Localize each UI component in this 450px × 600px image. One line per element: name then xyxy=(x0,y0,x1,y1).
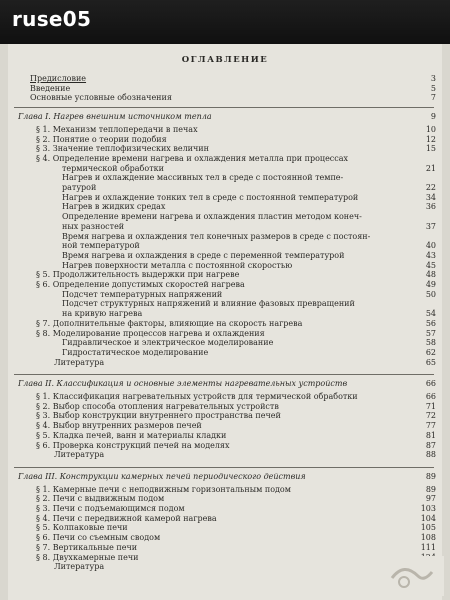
toc-paragraph xyxy=(36,270,406,280)
toc-paragraph xyxy=(36,494,406,504)
toc-title: ОГЛАВЛЕНИЕ xyxy=(181,55,269,65)
toc-page-number: 77 xyxy=(425,421,436,431)
section-divider xyxy=(14,107,434,108)
toc-subentry xyxy=(62,183,406,193)
watermark-logo-icon xyxy=(384,556,444,596)
toc-subentry-text: ной температурой xyxy=(62,241,140,251)
toc-paragraph-text: § 5. Кладка печей, ванн и материалы кладки xyxy=(36,430,227,440)
toc-paragraph-text: § 6. Проверка конструкций печей на моделях xyxy=(36,440,230,450)
toc-subentry xyxy=(62,261,406,271)
toc-subentry-text: Гидравлическое и электрическое моделирование xyxy=(62,338,274,348)
toc-subentry-text: Нагрев поверхности металла с постоянной скоростью xyxy=(62,260,293,270)
toc-subentry xyxy=(62,290,406,300)
toc-subentry-text: ных разностей xyxy=(62,221,125,231)
toc-page-number: 7 xyxy=(430,93,436,103)
toc-subentry xyxy=(62,348,406,358)
toc-page-number: 71 xyxy=(425,401,436,411)
chapter-heading-text: Глава III. Конструкции камерных печей периодического действия xyxy=(18,471,306,481)
toc-subentry xyxy=(62,241,406,251)
toc-front-item-text: Предисловие xyxy=(30,74,87,83)
toc-page-number: 103 xyxy=(420,504,436,513)
chapter-heading-text: Глава I. Нагрев внешним источником тепла xyxy=(18,112,212,122)
toc-subentry-text: Литература xyxy=(54,450,105,460)
toc-paragraph-text: § 1. Камерные печи с неподвижным горизонтальным подом xyxy=(36,484,291,494)
toc-subentry xyxy=(54,450,406,460)
toc-subentry xyxy=(62,251,406,261)
toc-paragraph-text: § 3. Выбор конструкции внутреннего пространства печей xyxy=(36,411,281,421)
toc-subentry-text: Время нагрева и охлаждения в среде с переменной температурой xyxy=(62,250,345,260)
toc-page-number: 36 xyxy=(425,202,436,212)
toc-subentry xyxy=(62,338,406,348)
toc-paragraph-text: § 5. Продолжительность выдержки при нагреве xyxy=(36,270,240,280)
document-page xyxy=(8,44,442,600)
toc-subentry-text: Нагрев и охлаждение массивных тел в среде с постоянной темпе- xyxy=(62,173,344,183)
toc-subentry xyxy=(62,232,406,242)
toc-subentry xyxy=(54,562,406,572)
toc-paragraph xyxy=(36,514,406,524)
chapter-heading xyxy=(18,472,408,482)
chapter-heading-text: Глава II. Классификация и основные элементы нагревательных устройств xyxy=(18,379,348,389)
site-logo[interactable]: ruse05 xyxy=(12,7,92,31)
toc-page-number: 12 xyxy=(425,134,436,144)
toc-page-number: 10 xyxy=(425,124,436,134)
section-divider xyxy=(14,374,434,375)
toc-paragraph xyxy=(36,125,406,135)
toc-page-number: 48 xyxy=(425,270,436,280)
toc-paragraph-text: § 4. Печи с передвижной камерой нагрева xyxy=(36,513,217,523)
toc-paragraph-text: § 6. Определение допустимых скоростей нагрева xyxy=(36,280,245,289)
toc-page-number: 89 xyxy=(425,471,436,481)
toc-page-number: 72 xyxy=(425,411,436,421)
toc-page-number: 87 xyxy=(425,440,436,450)
toc-paragraph-text: § 4. Определение времени нагрева и охлаждения металла при процессах xyxy=(36,153,349,163)
site-header xyxy=(0,0,450,44)
toc-paragraph-text: § 8. Двухкамерные печи xyxy=(36,552,139,562)
toc-page-number: 65 xyxy=(425,357,436,367)
toc-page-number: 9 xyxy=(430,112,436,122)
toc-page-number: 15 xyxy=(425,144,436,154)
toc-page-number: 105 xyxy=(420,523,436,533)
toc-paragraph xyxy=(36,543,406,553)
toc-paragraph-text: § 2. Печи с выдвижным подом xyxy=(36,494,165,504)
toc-front-item xyxy=(30,93,406,103)
toc-paragraph xyxy=(36,135,406,145)
toc-page-number: 3 xyxy=(430,74,436,83)
toc-paragraph xyxy=(36,392,406,402)
toc-page-number: 37 xyxy=(425,221,436,231)
toc-paragraph xyxy=(36,402,406,412)
toc-page-number: 81 xyxy=(425,430,436,440)
toc-page-number: 66 xyxy=(425,379,436,389)
toc-paragraph-text: § 7. Дополнительные факторы, влияющие на скорость нагрева xyxy=(36,318,303,328)
toc-page-number: 111 xyxy=(420,542,436,552)
toc-subentry-text: Литература xyxy=(54,357,105,367)
toc-paragraph xyxy=(36,411,406,421)
toc-paragraph-text: § 3. Значение теплофизических величин xyxy=(36,144,209,154)
toc-paragraph-text: § 5. Колпаковые печи xyxy=(36,523,128,533)
toc-subentry-text: на кривую нагрева xyxy=(62,309,143,319)
toc-page-number: 45 xyxy=(425,260,436,270)
toc-paragraph xyxy=(36,154,406,164)
toc-paragraph xyxy=(36,504,406,514)
toc-page-number: 57 xyxy=(425,328,436,338)
toc-subentry xyxy=(62,309,406,319)
toc-page-number: 66 xyxy=(425,392,436,401)
toc-page-number: 5 xyxy=(430,83,436,93)
toc-paragraph-text: § 1. Механизм теплопередачи в печах xyxy=(36,124,198,134)
toc-page-number: 89 xyxy=(425,484,436,494)
toc-paragraph xyxy=(36,431,406,441)
toc-page-number: 58 xyxy=(425,338,436,348)
toc-page-number: 108 xyxy=(420,533,436,543)
toc-front-item xyxy=(30,84,406,94)
toc-paragraph-text: § 8. Моделирование процессов нагрева и охлаждения xyxy=(36,328,265,338)
toc-paragraph xyxy=(36,144,406,154)
toc-paragraph xyxy=(36,523,406,533)
toc-paragraph-text: § 3. Печи с подъемающимся подом xyxy=(36,504,185,513)
toc-front-item-text: Основные условные обозначения xyxy=(30,93,172,103)
toc-page-number: 43 xyxy=(425,250,436,260)
toc-paragraph xyxy=(36,421,406,431)
toc-subentry-text: Подсчет структурных напряжений и влияние фазовых превращений xyxy=(62,299,355,309)
toc-subentry xyxy=(54,358,406,368)
toc-front-item-text: Введение xyxy=(30,83,71,93)
toc-paragraph-text: § 1. Классификация нагревательных устройств для термической обработки xyxy=(36,392,358,401)
toc-page-number: 54 xyxy=(425,309,436,319)
toc-page-number: 56 xyxy=(425,318,436,328)
toc-paragraph-text: § 6. Печи со съемным сводом xyxy=(36,533,161,543)
toc-subentry-text: Нагрев и охлаждение тонких тел в среде с постоянной температурой xyxy=(62,192,359,202)
toc-subentry-text: Определение времени нагрева и охлаждения пластин методом конеч- xyxy=(62,212,362,222)
toc-subentry xyxy=(62,212,406,222)
toc-subentry-text: Время нагрева и охлаждения тел конечных размеров в среде с постоян- xyxy=(62,231,371,241)
toc-subentry-text: термической обработки xyxy=(62,163,164,173)
toc-paragraph-text: § 4. Выбор внутренних размеров печей xyxy=(36,421,202,431)
toc-subentry-text: ратурой xyxy=(62,183,97,192)
toc-paragraph xyxy=(36,319,406,329)
toc-subentry-text: Литература xyxy=(54,562,105,572)
chapter-heading xyxy=(18,379,408,389)
toc-page-number: 97 xyxy=(425,494,436,504)
toc-paragraph xyxy=(36,280,406,290)
toc-page-number: 34 xyxy=(425,192,436,202)
toc-subentry xyxy=(62,193,406,203)
toc-front-item xyxy=(30,74,406,84)
toc-page-number: 88 xyxy=(425,450,436,460)
toc-paragraph-text: § 2. Выбор способа отопления нагревательных устройств xyxy=(36,401,279,411)
section-divider xyxy=(14,467,434,468)
toc-paragraph xyxy=(36,329,406,339)
toc-page-number: 50 xyxy=(425,289,436,299)
toc-subentry xyxy=(62,299,406,309)
toc-paragraph-text: § 7. Вертикальные печи xyxy=(36,542,138,552)
toc-subentry-text: Нагрев в жидких средах xyxy=(62,202,166,212)
toc-subentry xyxy=(62,164,406,174)
toc-paragraph xyxy=(36,553,406,563)
toc-subentry-text: Гидростатическое моделирование xyxy=(62,347,209,357)
toc-paragraph-text: § 2. Понятие о теории подобия xyxy=(36,134,167,144)
toc-subentry xyxy=(62,173,406,183)
toc-subentry-text: Подсчет температурных напряжений xyxy=(62,289,223,299)
toc-page-number: 49 xyxy=(425,280,436,289)
toc-paragraph xyxy=(36,441,406,451)
toc-subentry xyxy=(62,202,406,212)
toc-page-number: 62 xyxy=(425,347,436,357)
toc-paragraph xyxy=(36,485,406,495)
toc-subentry xyxy=(62,222,406,232)
toc-page-number: 21 xyxy=(425,163,436,173)
toc-page-number: 40 xyxy=(425,241,436,251)
toc-page-number: 104 xyxy=(420,513,436,523)
toc-page-number: 22 xyxy=(425,183,436,192)
toc-paragraph xyxy=(36,533,406,543)
chapter-heading xyxy=(18,112,408,122)
